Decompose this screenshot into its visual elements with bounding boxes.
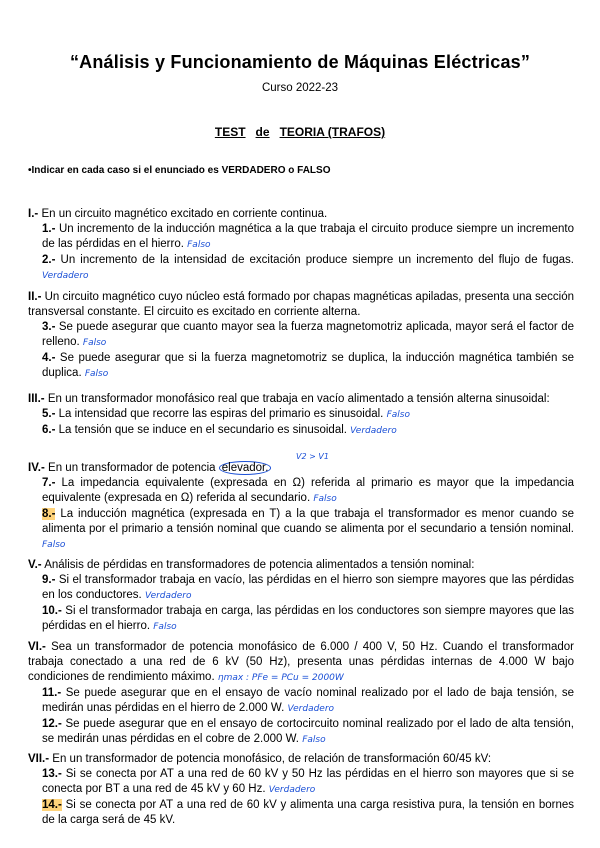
answer-handwritten: Falso [302,735,326,745]
question-6 [28,423,574,439]
answer-handwritten: Verdadero [144,591,192,601]
section-5 [28,558,574,635]
answer-handwritten: Verdadero [42,271,89,281]
instructions: •Indicar en cada caso si el enunciado es VERDADERO o FALSO [28,165,331,176]
question-text: Si se conecta por AT a una red de 60 kV y alimenta una carga resistiva pura, la tensión en bornes de la carga será de 45 kV. [42,799,574,826]
question-number: 3.- [42,321,56,333]
section-label: IV.- [28,462,45,474]
section-intro: Análisis de pérdidas en transformadores de potencia alimentados a tensión nominal: [44,559,475,571]
section-intro: En un transformador de potencia monofásico, de relación de transformación 60/45 kV: [52,753,492,765]
answer-handwritten: Falso [42,540,66,550]
section-label: III.- [28,393,45,405]
question-4 [28,351,574,382]
theory-title: TEORIA (TRAFOS) [279,125,386,139]
question-number: 1.- [42,223,56,235]
test-heading [0,125,600,139]
question-number-highlighted: 8.- [42,508,56,520]
answer-handwritten: Falso [82,338,107,348]
section-label: VI.- [28,641,46,653]
answer-handwritten: Verdadero [350,426,397,436]
section-3 [28,392,574,439]
answer-handwritten: Falso [313,494,337,504]
handwritten-note-efficiency: ηmax : PFe = PCu = 2000W [217,673,344,683]
circled-word: elevador. [219,461,272,475]
section-intro: En un transformador de potencia [48,462,216,474]
section-label: VII.- [28,753,50,765]
question-text: Un incremento de la intensidad de excitación produce siempre un incremento del flujo de fugas. [60,254,575,266]
question-text: La tensión que se induce en el secundario es sinusoidal. [58,424,347,436]
question-number: 6.- [42,424,56,436]
question-text: Un incremento de la inducción magnética a la que trabaja el circuito produce siempre un incremento de las pérdidas en el hierro. [42,223,574,250]
question-number: 9.- [42,574,56,586]
question-number: 13.- [42,768,62,780]
question-12 [28,717,574,748]
question-number: 2.- [42,254,56,266]
answer-handwritten: Falso [84,369,109,379]
answer-handwritten: Falso [187,240,211,250]
question-number-highlighted: 14.- [42,799,62,811]
question-number: 12.- [42,718,62,730]
question-14 [28,798,574,828]
section-7 [28,752,574,828]
answer-handwritten: Verdadero [287,704,335,714]
question-number: 10.- [42,605,62,617]
question-text: Se puede asegurar que cuanto mayor sea la fuerza magnetomotriz aplicada, mayor será el factor de relleno. [42,321,574,348]
section-label: II.- [28,291,42,303]
question-text: Si el transformador trabaja en vacío, las pérdidas en el hierro son siempre mayores que las pérdidas en los conductores. [42,574,575,601]
test-word: TEST [214,125,246,139]
section-intro: Un circuito magnético cuyo núcleo está formado por chapas magnéticas apiladas, presenta una sección transversal constante. El circuito es excitado en corriente alterna. [28,291,574,318]
question-8 [28,507,574,553]
question-text: La intensidad que recorre las espiras del primario es sinusoidal. [58,408,384,420]
course-year: Curso 2022-23 [261,82,339,94]
de-word: de [255,125,270,139]
section-1 [28,207,574,284]
question-text: La impedancia equivalente (expresada en Ω) referida al primario es mayor que la impedancia equivalente (expresada en Ω) referida al secundario. [42,477,574,504]
answer-handwritten: Verdadero [268,785,316,795]
question-2 [28,253,574,284]
section-label: I.- [28,208,39,220]
section-4 [28,461,574,553]
question-text: La inducción magnética (expresada en T) a la que trabaja el transformador es menor cuando se alimenta por el primario a tensión nominal que cuando se alimenta por el secundario a tensión nominal. [42,508,574,535]
answer-handwritten: Falso [386,410,410,420]
question-1 [28,222,574,253]
question-number: 4.- [42,352,56,364]
question-13 [28,767,574,798]
question-number: 11.- [42,687,62,699]
section-2 [28,290,574,382]
question-text: Se puede asegurar que en el ensayo de cortocircuito nominal realizado por el lado de alta tensión, se medirán unas pérdidas en el cobre de 2.000 W. [42,718,574,745]
question-3 [28,320,574,351]
document-title: “Análisis y Funcionamiento de Máquinas Eléctricas” [69,52,531,72]
question-9 [28,573,574,604]
section-intro: En un circuito magnético excitado en corriente continua. [41,208,328,220]
question-number: 5.- [42,408,56,420]
question-10 [28,604,574,635]
question-text: Se puede asegurar que si la fuerza magnetomotriz se duplica, la inducción magnética también se duplica. [42,352,574,379]
question-number: 7.- [42,477,56,489]
question-text: Si se conecta por AT a una red de 60 kV y 50 Hz las pérdidas en el hierro son mayores que si se conecta por BT a una red de 45 kV y 60 Hz. [42,768,574,795]
handwritten-note-voltage: V2 > V1 [296,452,329,461]
section-intro: En un transformador monofásico real que trabaja en vacío alimentado a tensión alterna sinusoidal: [47,393,550,405]
question-text: Se puede asegurar que en el ensayo de vacío nominal realizado por el lado de baja tensión, se medirán unas pérdidas en el hierro de 2.000 W. [42,687,574,714]
question-text: Si el transformador trabaja en carga, las pérdidas en los conductores son siempre mayores que las pérdidas en el hierro. [42,605,575,632]
question-5 [28,407,574,423]
section-6 [28,640,574,748]
answer-handwritten: Falso [153,622,177,632]
question-11 [28,686,574,717]
question-7 [28,476,574,507]
section-label: V.- [28,559,42,571]
section-intro: Sea un transformador de potencia monofásico de 6.000 / 400 V, 50 Hz. Cuando el transformador trabaja conectado a una red de 6 kV (50 Hz), presenta unas pérdidas internas de 4.000 W bajo condiciones de rendimiento máximo. [28,641,574,683]
